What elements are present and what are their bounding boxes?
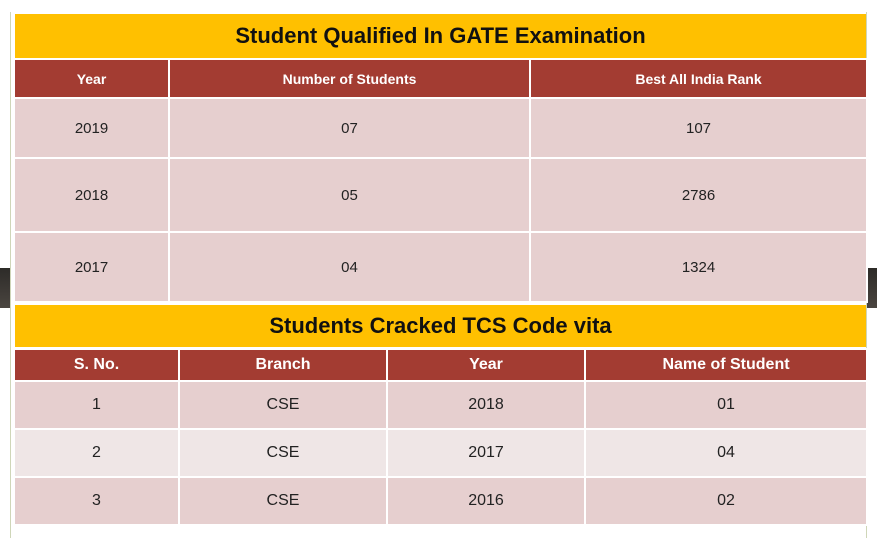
tcs-header-branch: Branch xyxy=(179,349,387,381)
tcs-cell-branch: CSE xyxy=(179,429,387,477)
tcs-cell-sno: 2 xyxy=(14,429,179,477)
gate-cell-rank: 2786 xyxy=(530,158,867,232)
table-row xyxy=(14,232,867,302)
gate-table xyxy=(13,58,868,303)
tcs-cell-year: 2018 xyxy=(387,381,585,429)
slide xyxy=(10,12,867,538)
table-row xyxy=(14,477,867,525)
table-row xyxy=(14,381,867,429)
tcs-cell-sno: 3 xyxy=(14,477,179,525)
gate-header-row xyxy=(14,59,867,98)
gate-cell-year: 2019 xyxy=(14,98,169,158)
tcs-cell-branch: CSE xyxy=(179,381,387,429)
gate-cell-students: 04 xyxy=(169,232,530,302)
tcs-cell-branch: CSE xyxy=(179,477,387,525)
tcs-cell-sno: 1 xyxy=(14,381,179,429)
tcs-header-row xyxy=(14,349,867,381)
gate-cell-year: 2018 xyxy=(14,158,169,232)
tcs-cell-name: 02 xyxy=(585,477,867,525)
gate-header-rank: Best All India Rank xyxy=(530,59,867,98)
tcs-table xyxy=(13,348,868,526)
tcs-cell-name: 01 xyxy=(585,381,867,429)
gate-cell-year: 2017 xyxy=(14,232,169,302)
tcs-header-name: Name of Student xyxy=(585,349,867,381)
tcs-cell-year: 2016 xyxy=(387,477,585,525)
table-row xyxy=(14,98,867,158)
gate-cell-rank: 107 xyxy=(530,98,867,158)
table-row xyxy=(14,158,867,232)
gate-cell-rank: 1324 xyxy=(530,232,867,302)
gate-title: Student Qualified In GATE Examination xyxy=(15,14,866,58)
tcs-cell-year: 2017 xyxy=(387,429,585,477)
gate-cell-students: 07 xyxy=(169,98,530,158)
table-row xyxy=(14,429,867,477)
gate-header-students: Number of Students xyxy=(169,59,530,98)
tcs-header-sno: S. No. xyxy=(14,349,179,381)
tcs-cell-name: 04 xyxy=(585,429,867,477)
gate-header-year: Year xyxy=(14,59,169,98)
gate-cell-students: 05 xyxy=(169,158,530,232)
tcs-header-year: Year xyxy=(387,349,585,381)
tcs-title: Students Cracked TCS Code vita xyxy=(15,305,866,347)
